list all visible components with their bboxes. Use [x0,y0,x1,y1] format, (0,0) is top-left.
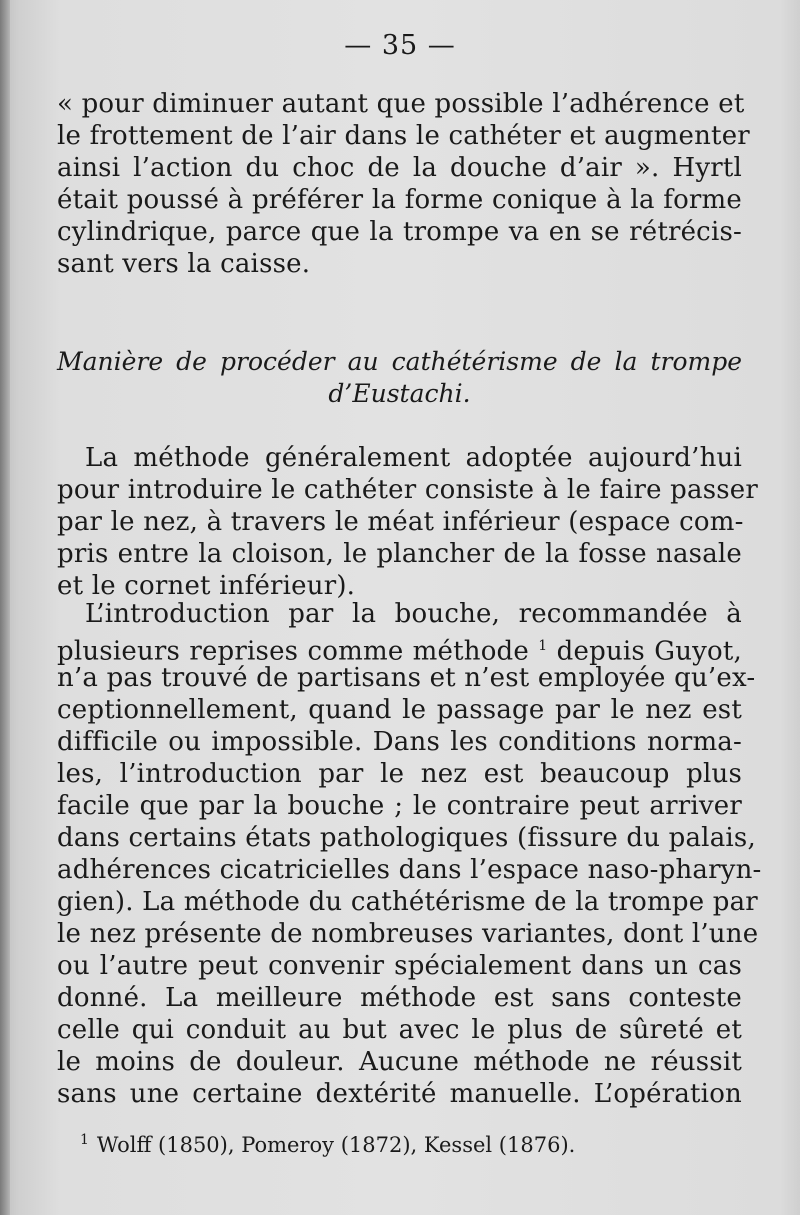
paragraph-3 [57,598,762,1110]
text-line: était poussé à préférer la forme conique à la forme [57,185,742,215]
paragraph-2 [57,442,759,602]
text-line: ou l’autre peut convenir spécialement dans un cas [57,951,742,981]
text-line: sant vers la caisse. [57,249,311,279]
text-line: cylindrique, parce que la trompe va en se rétrécis- [57,217,742,247]
section-heading [57,346,742,410]
footnote-mark: 1 [80,1132,89,1148]
heading-line: d’Eustachi. [328,379,471,408]
text-line: le frottement de l’air dans le cathéter et augmenter [57,121,750,151]
text-line: donné. La meilleure méthode est sans conteste [57,983,742,1013]
text-line: L’introduction par la bouche, recommandée à [85,599,742,629]
page-number: — 35 — [344,30,456,61]
text-line-with-footnote-ref [57,630,742,667]
text-line: n’a pas trouvé de partisans et n’est employée qu’ex- [57,663,756,693]
text-line: les, l’introduction par le nez est beaucoup plus [57,759,742,789]
text-segment: depuis Guyot, [556,636,742,667]
text-line: et le cornet inférieur). [57,571,356,601]
text-line: gien). La méthode du cathétérisme de la trompe par [57,887,758,917]
text-line: « pour diminuer autant que possible l’adhérence et [57,89,745,119]
text-segment: plusieurs reprises comme méthode [57,636,529,667]
text-line: le moins de douleur. Aucune méthode ne réussit [57,1047,742,1077]
text-line: pris entre la cloison, le plancher de la fosse nasale [57,539,742,569]
text-line: pour introduire le cathéter consiste à le faire passer [57,475,759,505]
footnote-text: Wolff (1850), Pomeroy (1872), Kessel (1876). [96,1133,576,1157]
heading-line: Manière de procéder au cathétérisme de la trompe [57,347,742,376]
text-line: ceptionnellement, quand le passage par le nez est [57,695,742,725]
text-line: dans certains états pathologiques (fissure du palais, [57,823,756,853]
text-line: celle qui conduit au but avec le plus de sûreté et [57,1015,742,1045]
page-spine-shadow [0,0,10,1215]
text-line: La méthode généralement adoptée aujourd’hui [85,443,742,473]
text-line: ainsi l’action du choc de la douche d’air ». Hyrtl [57,153,742,183]
text-line: adhérences cicatricielles dans l’espace naso-pharyn- [57,855,762,885]
text-line: sans une certaine dextérité manuelle. L’opération [57,1079,742,1109]
footnote [80,1132,575,1157]
paragraph-1 [57,88,750,280]
text-line: par le nez, à travers le méat inférieur (espace com- [57,507,744,537]
footnote-reference: 1 [538,638,548,654]
text-line: difficile ou impossible. Dans les conditions norma- [57,727,742,757]
text-line: le nez présente de nombreuses variantes, dont l’une [57,919,759,949]
text-line: facile que par la bouche ; le contraire peut arriver [57,791,742,821]
